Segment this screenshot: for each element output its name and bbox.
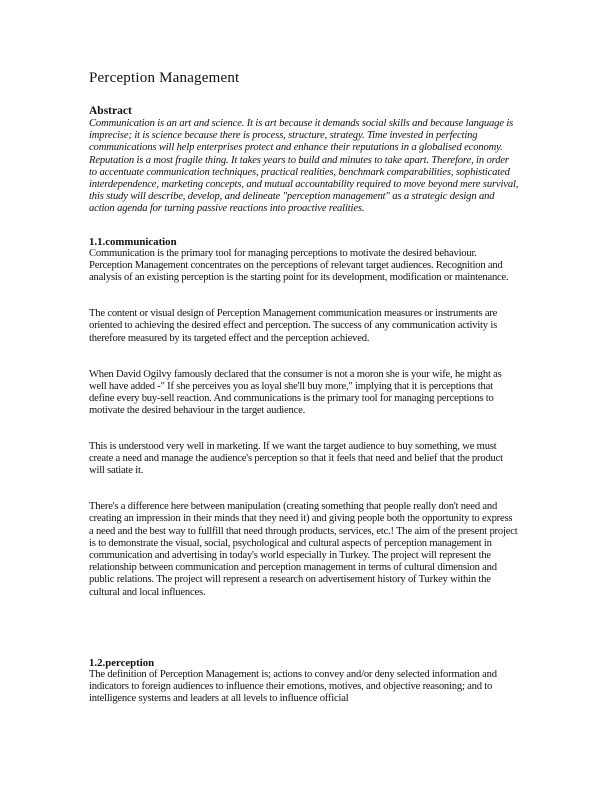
paragraph: This is understood very well in marketing. If we want the target audience to buy something, we must create a need and manage the audience's perception so that it feels that need and belief that the product will satiate it. — [89, 440, 503, 477]
document-title: Perception Management — [89, 70, 240, 86]
paragraph: The definition of Perception Management is; actions to convey and/or deny selected information and indicators to foreign audiences to influence their emotions, motives, and objective reasoning; and to intelligence systems and leaders at all levels to influence official — [89, 668, 497, 705]
abstract-section — [89, 105, 519, 216]
section-perception — [89, 657, 519, 706]
paragraph: The content or visual design of Perception Management communication measures or instruments are oriented to achieving the desired effect and perception. The success of any communication activity is therefore measured by its targeted effect and the perception achieved. — [89, 308, 498, 344]
section-heading: 1.2.perception — [89, 656, 155, 669]
abstract-text: Communication is an art and science. It is art because it demands social skills and because language is imprecise; it is science because there is process, structure, strategy. Time invested in perfecting communications will help enterprises protect and enhance their reputations in a globalised economy. Reputation is a most fragile thing. It takes years to build and minutes to take apart. Therefore, in order to accentuate communication techniques, practical realities, benchmark comparabilities, sophisticated interdependence, marketing concepts, and mutual accountability required to move beyond mere survival, this study will describe, develop, and delineate "perception management" as a strategic design and action agenda for turning passive reactions into proactive realities. — [89, 118, 519, 215]
paragraph: When David Ogilvy famously declared that the consumer is not a moron she is your wife, he might as well have added -" If she perceives you as loyal she'll buy more," implying that it is perceptions that define every buy-sell reaction. And communications is the primary tool for managing perceptions to motivate the desired behaviour in the target audience. — [89, 368, 502, 417]
section-communication — [89, 236, 519, 599]
section-heading: 1.1.communication — [89, 235, 177, 248]
abstract-label: Abstract — [89, 105, 132, 117]
paragraph: Communication is the primary tool for managing perceptions to motivate the desired behaviour. Perception Management concentrates on the perceptions of relevant target audiences. Recognition and analysis of an existing perception is the starting point for its development, modification or maintenance. — [89, 247, 509, 284]
document-page — [89, 70, 519, 706]
paragraph: There's a difference here between manipulation (creating something that people really don't need and creating an impression in their minds that they need it) and giving people both the opportunity to express a need and the best way to fullfill that need through products, services, etc.! The aim of the present project is to demonstrate the visual, social, psychological and cultural aspects of perception management in communication and advertising in today's world especially in Turkey. The project will represent the relationship between communication and perception management in terms of cultural dimension and public relations. The project will represent a research on advertisement history of Turkey within the cultural and local influences. — [89, 501, 518, 598]
